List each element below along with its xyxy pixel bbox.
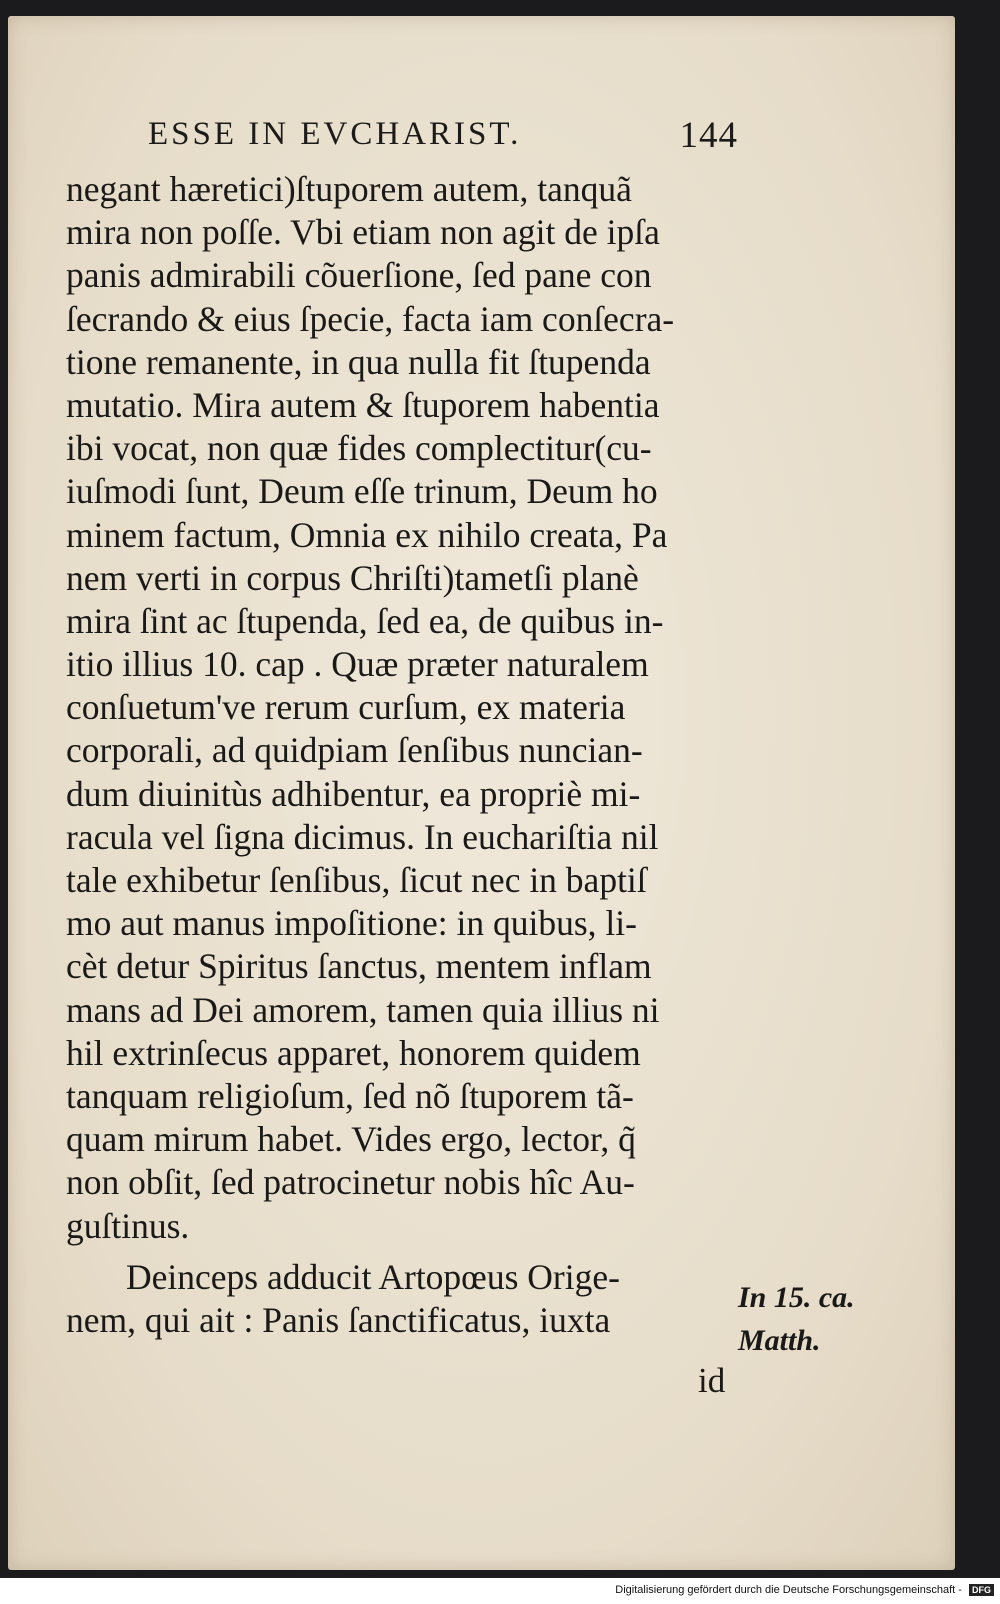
text-line: ibi vocat, non quæ fides complectitur(cu- — [66, 428, 652, 469]
text-line: negant hæretici)ſtuporem autem, tanquã — [66, 169, 632, 209]
text-line: tanquam religioſum, ſed nõ ſtuporem tã- — [66, 1075, 634, 1116]
running-title: ESSE IN EVCHARIST. — [148, 116, 522, 152]
text-line: corporali, ad quidpiam ſenſibus nuncian- — [66, 730, 643, 771]
text-line: minem factum, Omnia ex nihilo creata, Pa — [66, 514, 668, 555]
text-line: hil extrinſecus apparet, honorem quidem — [66, 1032, 641, 1073]
text-line: nem, qui ait : Panis ſanctificatus, iuxta — [66, 1299, 611, 1340]
text-line: mira ſint ac ſtupenda, ſed ea, de quibus in- — [66, 600, 664, 641]
text-line: cèt detur Spiritus ſanctus, mentem inflam — [66, 946, 652, 987]
text-line: mutatio. Mira autem & ſtuporem habentia — [66, 384, 660, 425]
text-line: conſuetum've rerum curſum, ex materia — [66, 687, 626, 728]
margin-note: Matth. — [738, 1324, 821, 1357]
text-line: quam mirum habet. Vides ergo, lector, q̃ — [66, 1119, 636, 1160]
text-line: mira non poſſe. Vbi etiam non agit de ipſa — [66, 212, 660, 253]
margin-notes — [738, 1276, 898, 1362]
text-line: itio illius 10. cap . Quæ præter naturalem — [66, 644, 649, 685]
text-line: mo aut manus impoſitione: in quibus, li- — [66, 903, 637, 944]
page-number: 144 — [679, 115, 738, 156]
text-line: racula vel ſigna dicimus. In euchariſtia nil — [66, 816, 659, 857]
dfg-logo: DFG — [969, 1584, 994, 1596]
text-line: ſecrando & eius ſpecie, facta iam conſecra- — [66, 298, 675, 339]
digitization-credit — [615, 1584, 994, 1596]
text-line: tale exhibetur ſenſibus, ſicut nec in baptiſ — [66, 860, 647, 900]
book-page — [8, 16, 955, 1570]
text-line: Deinceps adducit Artopœus Orige- — [126, 1256, 620, 1297]
text-line: nem verti in corpus Chriſti)tametſi planè — [66, 557, 639, 598]
margin-note: In 15. ca. — [738, 1281, 855, 1314]
body-text — [66, 168, 746, 1342]
credit-text: Digitalisierung gefördert durch die Deutsche Forschungsgemeinschaft - — [615, 1584, 962, 1596]
text-line: iuſmodi ſunt, Deum eſſe trinum, Deum ho — [66, 471, 658, 512]
text-line: mans ad Dei amorem, tamen quia illius ni — [66, 989, 660, 1030]
text-line: tione remanente, in qua nulla fit ſtupenda — [66, 341, 651, 382]
catchword: id — [698, 1361, 726, 1400]
text-line: panis admirabili cõuerſione, ſed pane con — [66, 255, 652, 296]
running-head — [148, 116, 738, 164]
text-line: dum diuinitùs adhibentur, ea propriè mi- — [66, 773, 641, 814]
text-line: guſtinus. — [66, 1205, 190, 1246]
text-line: non obſit, ſed patrocinetur nobis hîc Au- — [66, 1162, 635, 1203]
